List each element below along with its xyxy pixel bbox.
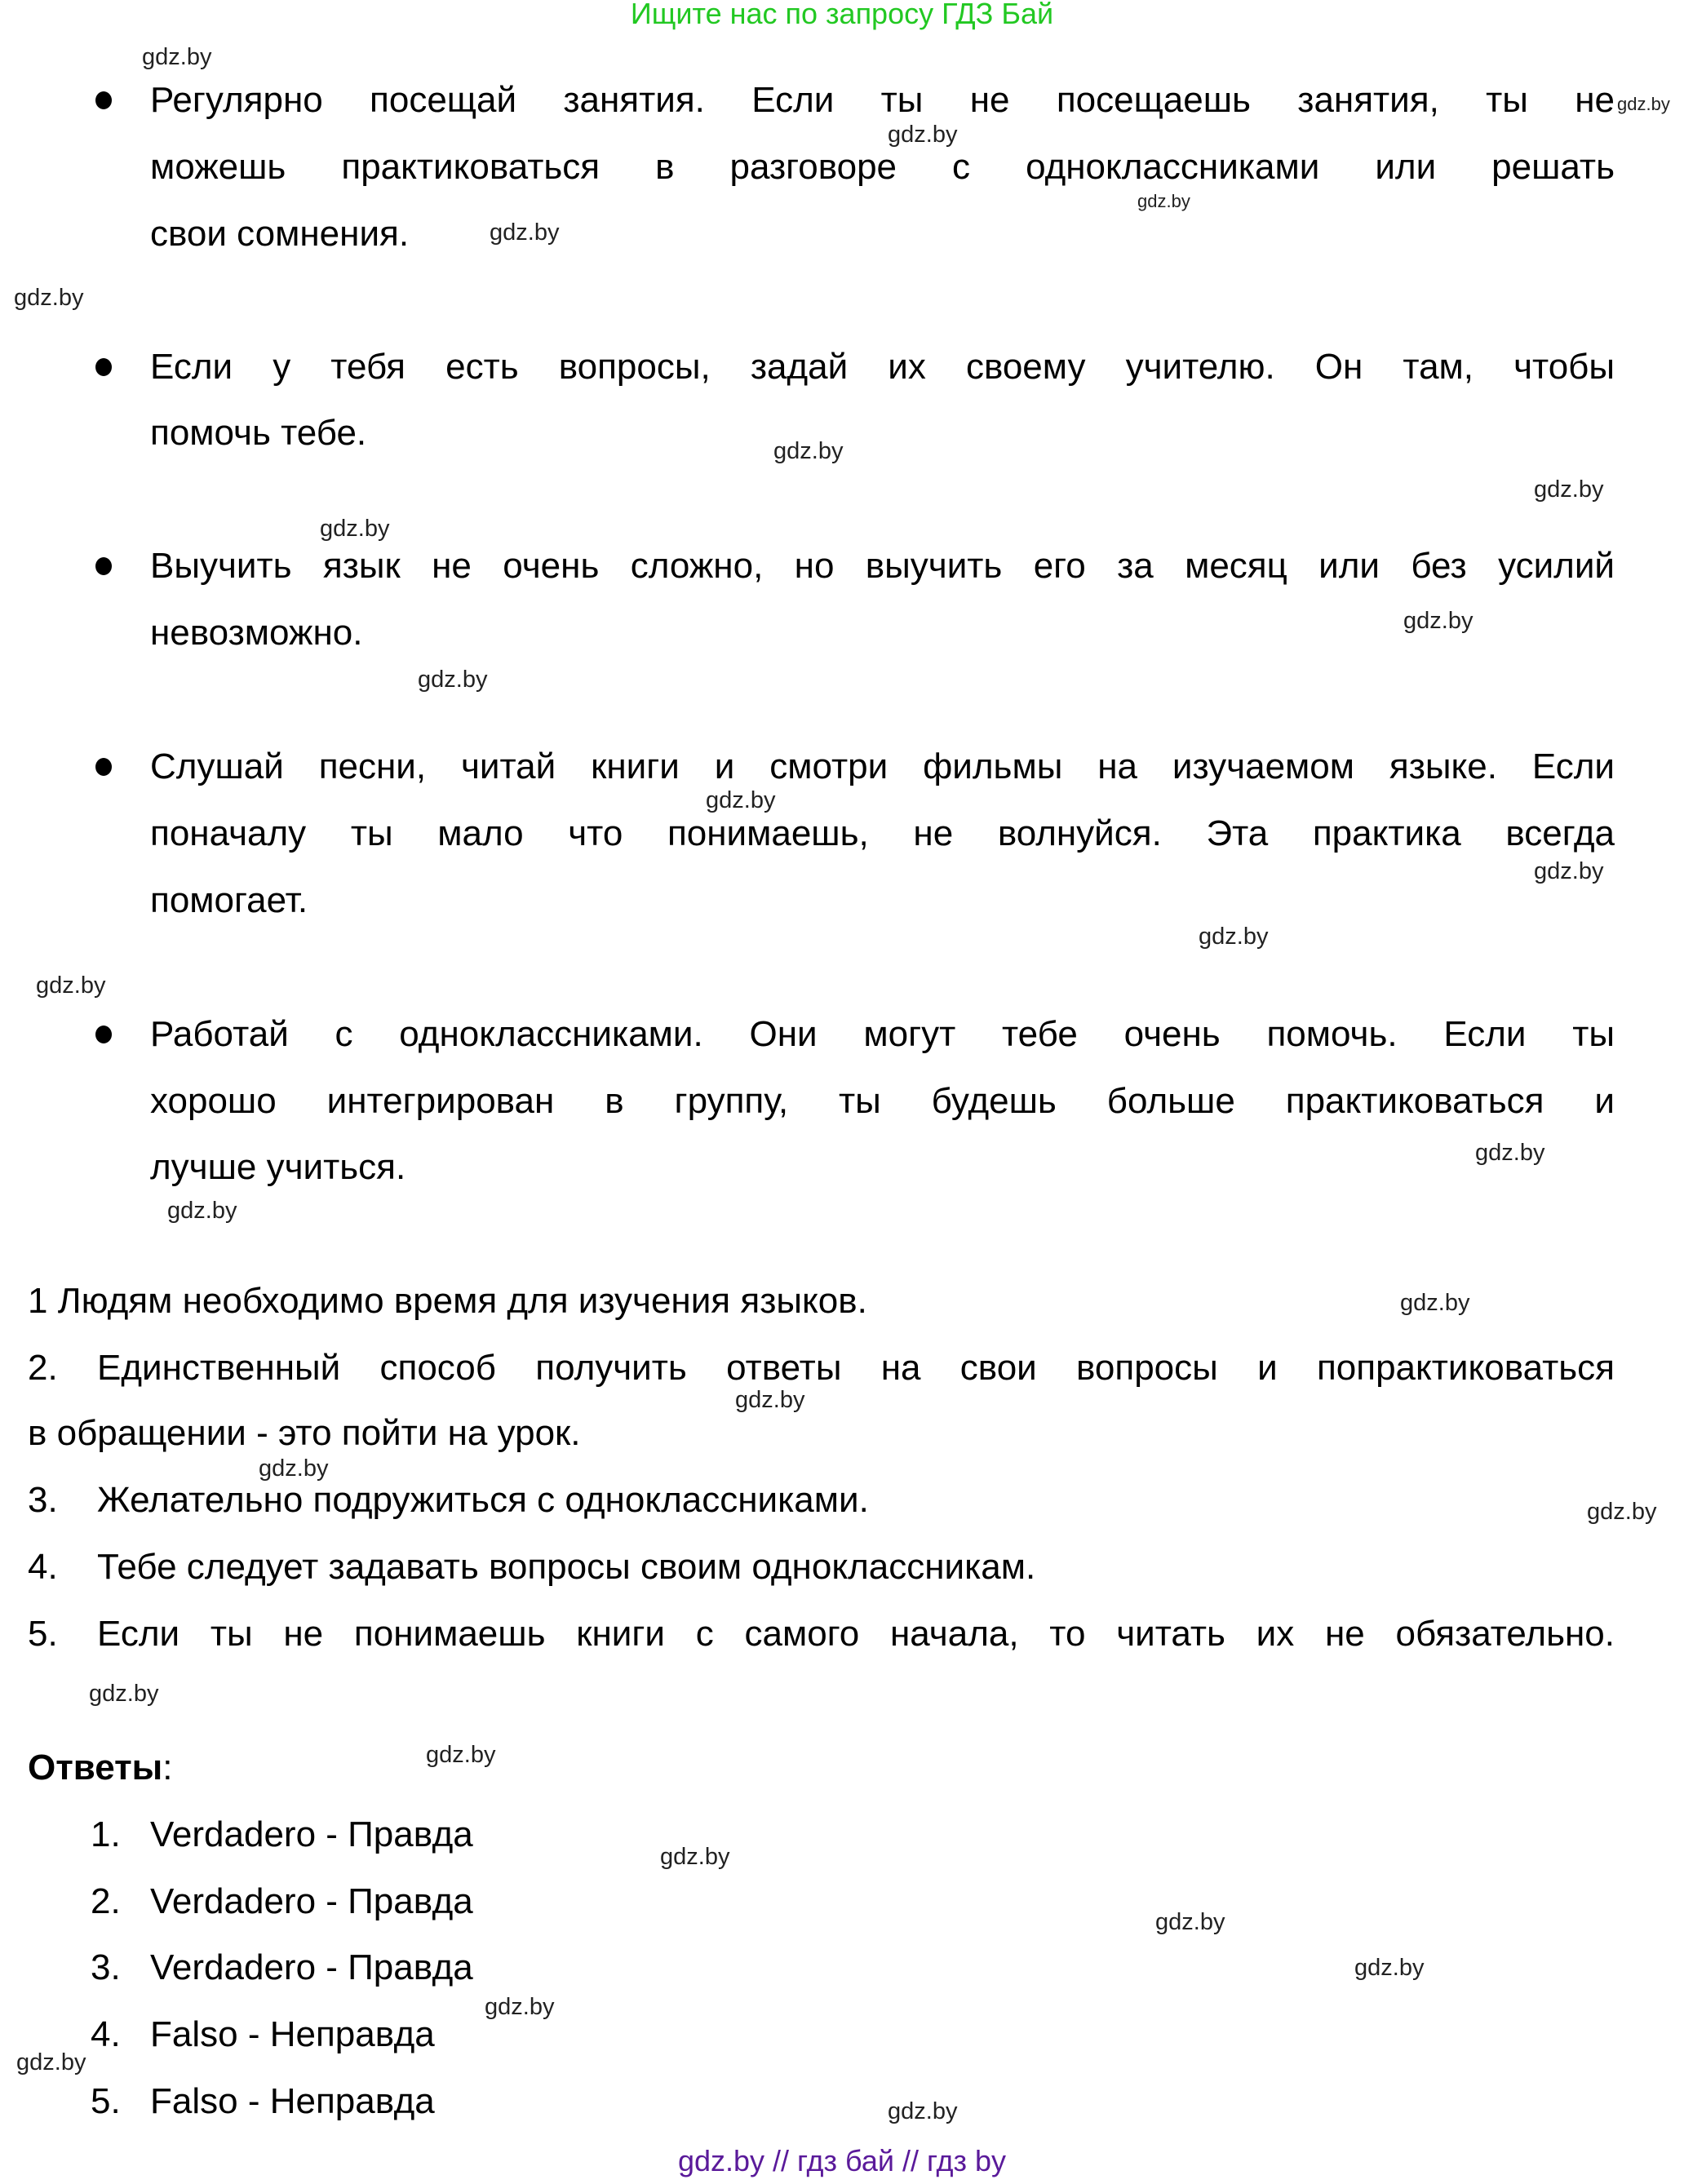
statement-2-line-1: 2. Единственный способ получить ответы на свои вопросы и попрактиковаться [28, 1348, 1615, 1388]
watermark: gdz.by [706, 787, 776, 813]
bullet-icon [95, 557, 112, 575]
watermark: gdz.by [1587, 1499, 1657, 1525]
bullet-1-line-3: свои сомнения. [150, 214, 410, 254]
watermark: gdz.by [1400, 1290, 1470, 1316]
watermark: gdz.by [320, 516, 390, 542]
statement-3-text: Желательно подружиться с одноклассниками. [97, 1480, 869, 1520]
footer-links[interactable]: gdz.by // гдз бай // гдз by [677, 2144, 1007, 2177]
answer-5-number: 5. [91, 2081, 121, 2121]
answer-3-text: Verdadero - Правда [150, 1947, 473, 1987]
answer-4-text: Falso - Неправда [150, 2014, 435, 2054]
answers-heading-text: Ответы [28, 1748, 163, 1788]
watermark: gdz.by [418, 667, 488, 693]
bullet-icon [95, 1026, 112, 1043]
watermark: gdz.by [1403, 608, 1474, 634]
bullet-icon [95, 758, 112, 776]
watermark: gdz.by [1137, 191, 1190, 211]
answer-3-number: 3. [91, 1947, 121, 1987]
bullet-icon [95, 358, 112, 376]
watermark: gdz.by [485, 1994, 555, 2020]
watermark: gdz.by [426, 1742, 496, 1768]
statement-4-text: Тебе следует задавать вопросы своим одноклассникам. [97, 1547, 1036, 1587]
watermark: gdz.by [89, 1681, 159, 1707]
statement-3-number: 3. [28, 1480, 58, 1520]
answer-2-number: 2. [91, 1881, 121, 1921]
bullet-5-line-2: хорошо интегрирован в группу, ты будешь больше практиковаться и [150, 1081, 1615, 1121]
bullet-2-line-2: помочь тебе. [150, 413, 367, 453]
bullet-4-line-3: помогает. [150, 880, 308, 920]
answer-4-number: 4. [91, 2014, 121, 2054]
answer-5-text: Falso - Неправда [150, 2081, 435, 2121]
watermark: gdz.by [1155, 1909, 1225, 1935]
bullet-5-line-3: лучше учиться. [150, 1147, 406, 1187]
header-banner[interactable]: Ищите нас по запросу ГДЗ Бай [630, 0, 1054, 30]
watermark: gdz.by [1534, 476, 1604, 503]
answer-1-number: 1. [91, 1814, 121, 1854]
watermark: gdz.by [735, 1387, 805, 1413]
bullet-icon [95, 91, 112, 109]
watermark: gdz.by [1475, 1140, 1545, 1166]
watermark: gdz.by [1534, 858, 1604, 884]
watermark: gdz.by [1199, 924, 1269, 950]
watermark: gdz.by [167, 1198, 237, 1224]
bullet-1-line-1: Регулярно посещай занятия. Если ты не посещаешь занятия, ты не [150, 80, 1615, 120]
bullet-3-line-2: невозможно. [150, 613, 363, 653]
watermark: gdz.by [888, 2098, 958, 2124]
watermark: gdz.by [1617, 94, 1670, 114]
watermark: gdz.by [16, 2049, 86, 2075]
watermark: gdz.by [142, 44, 212, 70]
bullet-3-line-1: Выучить язык не очень сложно, но выучить его за месяц или без усилий [150, 546, 1615, 586]
bullet-4-line-2: поначалу ты мало что понимаешь, не волнуйся. Эта практика всегда [150, 813, 1615, 853]
watermark: gdz.by [14, 285, 84, 311]
answers-heading-colon: : [162, 1748, 173, 1788]
watermark: gdz.by [259, 1455, 329, 1482]
statement-2-line-2: в обращении - это пойти на урок. [28, 1413, 581, 1453]
answers-heading [28, 1734, 173, 1801]
watermark: gdz.by [888, 122, 958, 148]
statement-1: 1 Людям необходимо время для изучения языков. [28, 1281, 867, 1321]
watermark: gdz.by [490, 219, 560, 246]
watermark: gdz.by [660, 1844, 730, 1870]
statement-5-text: Если ты не понимаешь книги с самого начала, то читать их не обязательно. [97, 1614, 1615, 1654]
watermark: gdz.by [773, 438, 844, 464]
bullet-5-line-1: Работай с одноклассниками. Они могут тебе очень помочь. Если ты [150, 1014, 1615, 1054]
answer-1-text: Verdadero - Правда [150, 1814, 473, 1854]
bullet-4-line-1: Слушай песни, читай книги и смотри фильмы на изучаемом языке. Если [150, 746, 1615, 786]
watermark: gdz.by [36, 972, 106, 999]
statement-5-number: 5. [28, 1614, 58, 1654]
bullet-1-line-2: можешь практиковаться в разговоре с одноклассниками или решать [150, 147, 1615, 187]
answer-2-text: Verdadero - Правда [150, 1881, 473, 1921]
watermark: gdz.by [1354, 1955, 1425, 1981]
statement-4-number: 4. [28, 1547, 58, 1587]
bullet-2-line-1: Если у тебя есть вопросы, задай их своему учителю. Он там, чтобы [150, 347, 1615, 387]
